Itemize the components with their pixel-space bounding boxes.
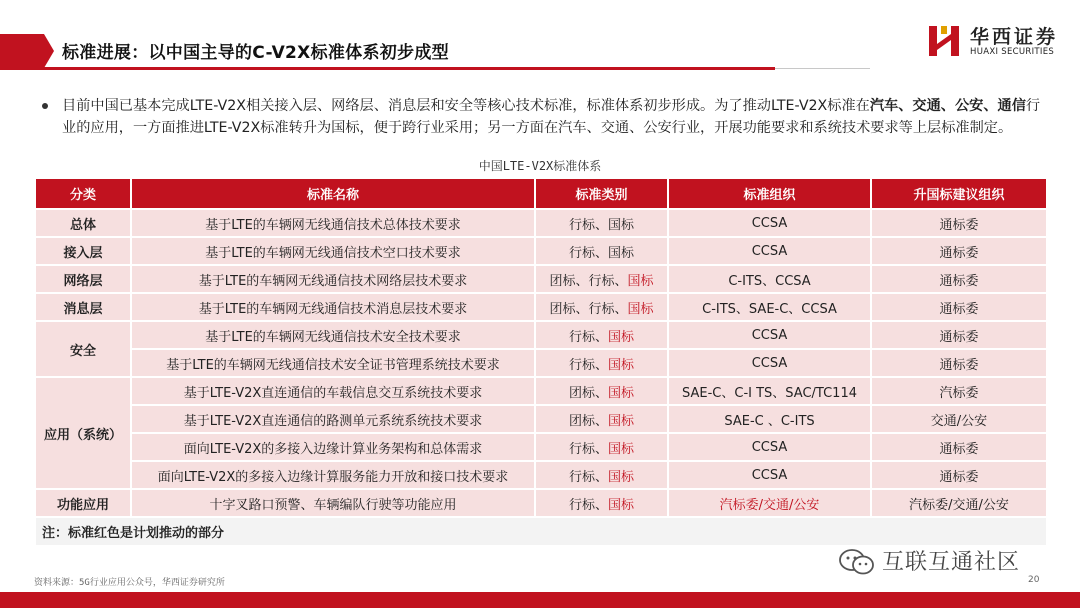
category-cell: 总体 bbox=[35, 209, 131, 237]
huaxi-logo-icon bbox=[927, 24, 961, 58]
table-row bbox=[35, 405, 1047, 433]
standard-name-cell: 基于LTE的车辆网无线通信技术安全证书管理系统技术要求 bbox=[131, 349, 535, 377]
footer-source: 资料来源：5G行业应用公众号，华西证券研究所 bbox=[34, 578, 225, 588]
table-row bbox=[35, 321, 1047, 349]
table-row bbox=[35, 265, 1047, 293]
standard-type-cell: 行标、国标 bbox=[535, 489, 668, 517]
standard-type-cell: 团标、行标、国标 bbox=[535, 293, 668, 321]
standard-name-cell: 基于LTE-V2X直连通信的车载信息交互系统技术要求 bbox=[131, 377, 535, 405]
suggested-org-cell: 通标委 bbox=[871, 321, 1047, 349]
header-suggested-org: 升国标建议组织 bbox=[871, 178, 1047, 209]
table-row bbox=[35, 433, 1047, 461]
table-header-row bbox=[35, 178, 1047, 209]
title-underline bbox=[0, 67, 775, 70]
standard-org-cell: C-ITS、SAE-C、CCSA bbox=[668, 293, 871, 321]
standard-type-cell: 团标、国标 bbox=[535, 377, 668, 405]
header-standard-org: 标准组织 bbox=[668, 178, 871, 209]
intro-bold-industries: 汽车、交通、公安、通信 bbox=[869, 98, 1026, 114]
standard-name-cell: 基于LTE的车辆网无线通信技术总体技术要求 bbox=[131, 209, 535, 237]
table-caption: 中国LTE-V2X标准体系 bbox=[478, 159, 602, 173]
suggested-org-cell: 汽标委 bbox=[871, 377, 1047, 405]
intro-text-2: 行业的应用，一方面推进LTE-V2X标准转升为国标，便于跨行业采用；另一方面在汽车、交通、公安行业，开展功能要求和系统技术要求等上层标准制定。 bbox=[62, 98, 1041, 136]
standard-name-cell: 基于LTE的车辆网无线通信技术网络层技术要求 bbox=[131, 265, 535, 293]
suggested-org-cell: 通标委 bbox=[871, 349, 1047, 377]
wechat-icon bbox=[838, 548, 876, 576]
table-row bbox=[35, 377, 1047, 405]
standard-org-cell: 汽标委/交通/公安 bbox=[668, 489, 871, 517]
standard-org-cell: CCSA bbox=[668, 349, 871, 377]
standard-type-cell: 行标、国标 bbox=[535, 209, 668, 237]
standard-org-cell: SAE-C、C-I TS、SAC/TC114 bbox=[668, 377, 871, 405]
category-cell: 接入层 bbox=[35, 237, 131, 265]
standard-name-cell: 基于LTE的车辆网无线通信技术消息层技术要求 bbox=[131, 293, 535, 321]
logo-chinese-name: 华西证券 bbox=[970, 26, 1059, 48]
standard-org-cell: CCSA bbox=[668, 321, 871, 349]
category-cell: 功能应用 bbox=[35, 489, 131, 517]
suggested-org-cell: 汽标委/交通/公安 bbox=[871, 489, 1047, 517]
table-note-row bbox=[35, 517, 1047, 546]
watermark-text: 互联互通社区 bbox=[882, 550, 1021, 575]
standard-type-cell: 团标、国标 bbox=[535, 405, 668, 433]
table-row bbox=[35, 209, 1047, 237]
standard-org-cell: CCSA bbox=[668, 209, 871, 237]
logo-english-name: HUAXI SECURITIES bbox=[970, 47, 1055, 57]
suggested-org-cell: 通标委 bbox=[871, 209, 1047, 237]
standard-name-cell: 基于LTE的车辆网无线通信技术空口技术要求 bbox=[131, 237, 535, 265]
title-underline-gray bbox=[775, 68, 870, 69]
standard-org-cell: CCSA bbox=[668, 461, 871, 489]
title-accent-bar bbox=[0, 34, 44, 68]
standard-org-cell: SAE-C 、C-ITS bbox=[668, 405, 871, 433]
table-row bbox=[35, 293, 1047, 321]
category-cell: 安全 bbox=[35, 321, 131, 377]
standard-type-cell: 行标、国标 bbox=[535, 433, 668, 461]
standard-org-cell: CCSA bbox=[668, 237, 871, 265]
standard-name-cell: 基于LTE-V2X直连通信的路测单元系统系统技术要求 bbox=[131, 405, 535, 433]
table-note: 注：标准红色是计划推动的部分 bbox=[35, 517, 1047, 546]
suggested-org-cell: 交通/公安 bbox=[871, 405, 1047, 433]
category-cell: 消息层 bbox=[35, 293, 131, 321]
standard-name-cell: 基于LTE的车辆网无线通信技术安全技术要求 bbox=[131, 321, 535, 349]
title-accent-arrow bbox=[44, 34, 54, 68]
intro-text-1: 目前中国已基本完成LTE-V2X相关接入层、网络层、消息层和安全等核心技术标准，标准体系初步形成。为了推动LTE-V2X标准在 bbox=[62, 98, 870, 114]
page-number: 20 bbox=[1028, 575, 1040, 585]
header-standard-name: 标准名称 bbox=[131, 178, 535, 209]
footer-accent-bar bbox=[0, 592, 1080, 608]
standard-org-cell: CCSA bbox=[668, 433, 871, 461]
standard-name-cell: 面向LTE-V2X的多接入边缘计算业务架构和总体需求 bbox=[131, 433, 535, 461]
header-standard-type: 标准类别 bbox=[535, 178, 668, 209]
table-row bbox=[35, 237, 1047, 265]
intro-paragraph bbox=[62, 96, 1052, 139]
table-row bbox=[35, 349, 1047, 377]
standard-type-cell: 行标、国标 bbox=[535, 237, 668, 265]
suggested-org-cell: 通标委 bbox=[871, 433, 1047, 461]
suggested-org-cell: 通标委 bbox=[871, 293, 1047, 321]
huaxi-logo bbox=[927, 22, 1067, 64]
standard-type-cell: 团标、行标、国标 bbox=[535, 265, 668, 293]
header-category: 分类 bbox=[35, 178, 131, 209]
category-cell: 应用（系统） bbox=[35, 377, 131, 489]
table-row bbox=[35, 461, 1047, 489]
suggested-org-cell: 通标委 bbox=[871, 265, 1047, 293]
suggested-org-cell: 通标委 bbox=[871, 461, 1047, 489]
standard-org-cell: C-ITS、CCSA bbox=[668, 265, 871, 293]
standards-table bbox=[34, 177, 1048, 547]
standard-type-cell: 行标、国标 bbox=[535, 321, 668, 349]
standard-name-cell: 十字叉路口预警、车辆编队行驶等功能应用 bbox=[131, 489, 535, 517]
page-title: 标准进展：以中国主导的C-V2X标准体系初步成型 bbox=[62, 43, 449, 63]
table-row bbox=[35, 489, 1047, 517]
standard-name-cell: 面向LTE-V2X的多接入边缘计算服务能力开放和接口技术要求 bbox=[131, 461, 535, 489]
bullet-dot bbox=[42, 103, 48, 109]
category-cell: 网络层 bbox=[35, 265, 131, 293]
standard-type-cell: 行标、国标 bbox=[535, 461, 668, 489]
standard-type-cell: 行标、国标 bbox=[535, 349, 668, 377]
suggested-org-cell: 通标委 bbox=[871, 237, 1047, 265]
